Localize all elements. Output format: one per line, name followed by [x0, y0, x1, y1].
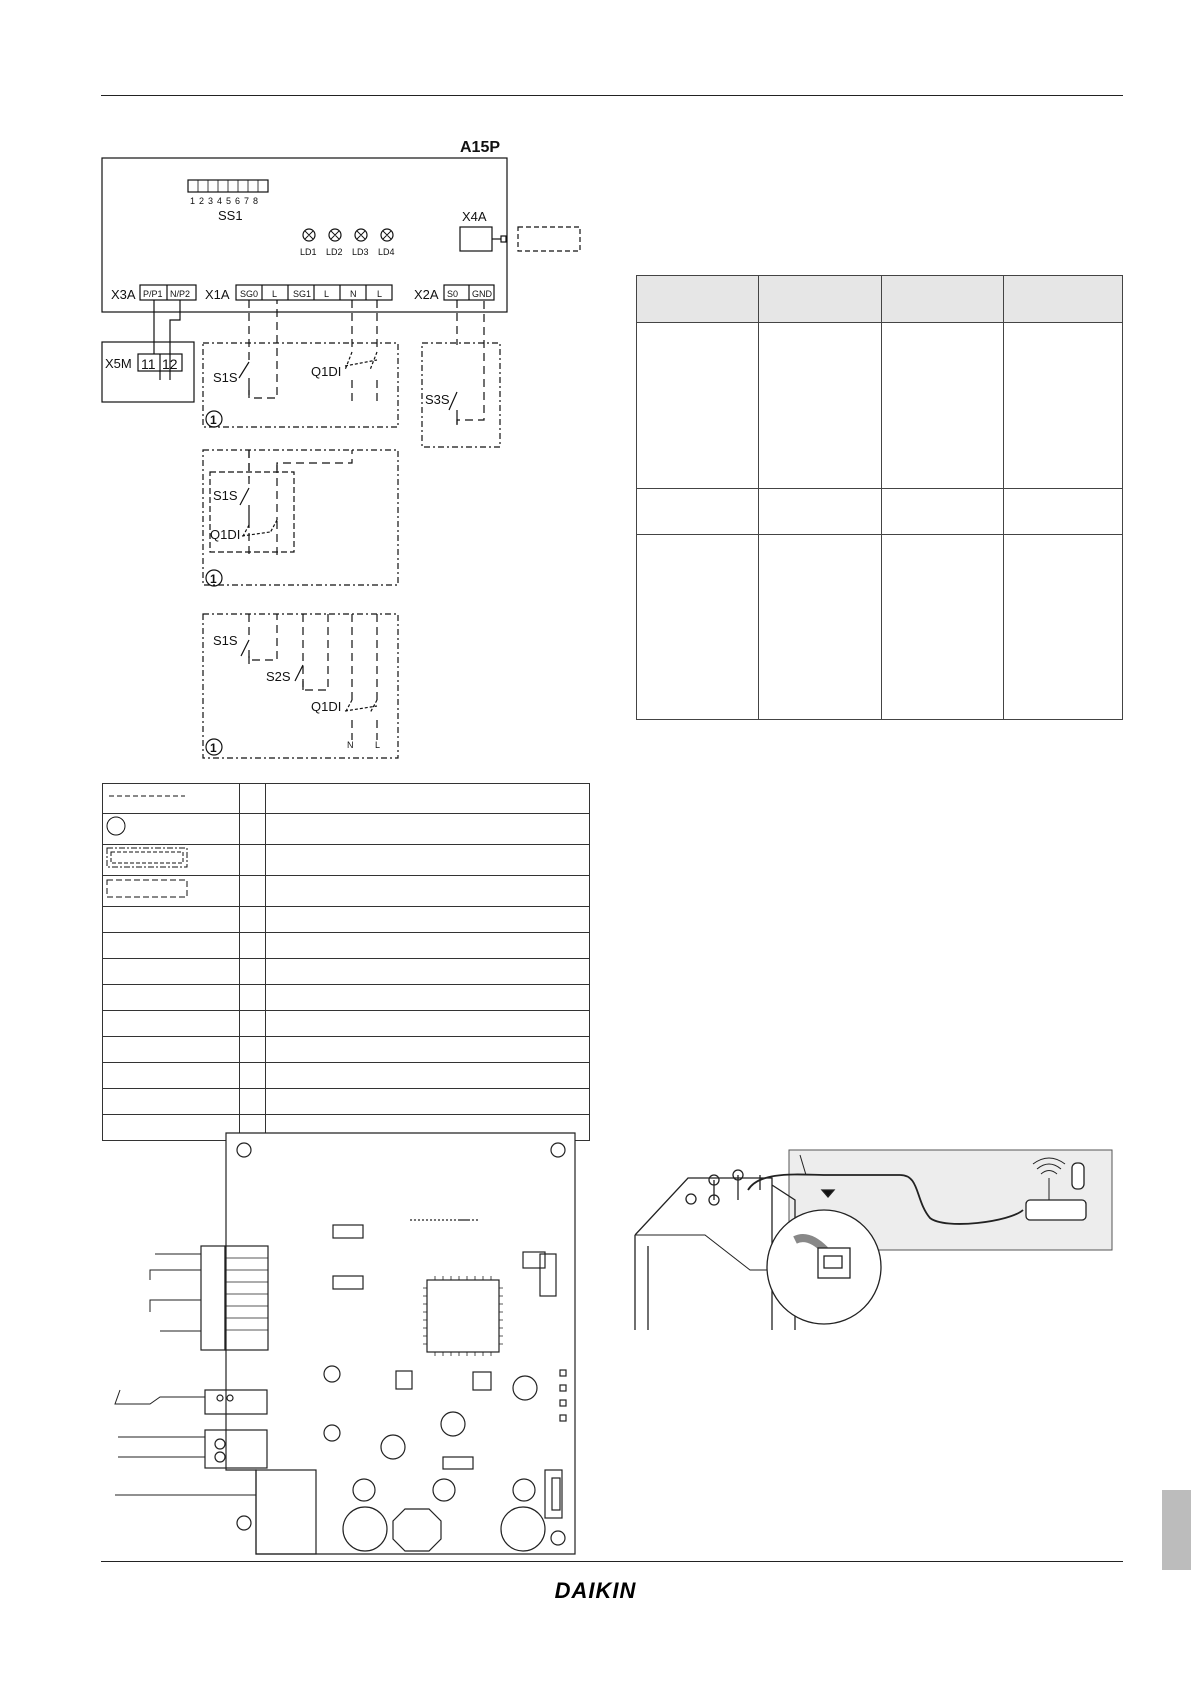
option-marker-1: 1	[210, 413, 217, 427]
x5m-pin-1: 11	[141, 356, 156, 372]
led-indicators	[303, 229, 393, 241]
led-2-label: LD2	[326, 247, 343, 257]
table-header-row	[637, 276, 1123, 323]
ss1-label: SS1	[218, 208, 243, 223]
s1s-label: S1S	[213, 370, 238, 385]
x2a-pin-2: GND	[472, 289, 492, 299]
s3s-label: S3S	[425, 392, 450, 407]
dip-pos-7: 7	[244, 196, 250, 206]
x4a-connector	[460, 227, 492, 251]
x2a-pin-1: S0	[447, 289, 459, 299]
router	[1026, 1200, 1086, 1220]
x2a-label: X2A	[414, 287, 439, 302]
legend-row	[103, 845, 590, 876]
s2s-label: S2S	[266, 669, 291, 684]
supply-l: L	[375, 740, 381, 750]
x3a-pin-2: N/P2	[170, 289, 191, 299]
x1a-pin-1: SG0	[240, 289, 259, 299]
legend-table	[102, 783, 590, 1141]
pcb-illustration	[110, 1120, 590, 1560]
option-box	[518, 227, 580, 251]
legend-row	[103, 1011, 590, 1037]
board-label: A15P	[460, 139, 501, 156]
footer-rule	[101, 1561, 1123, 1562]
dip-pos-3: 3	[208, 196, 214, 206]
dip-pos-2: 2	[199, 196, 205, 206]
q1di-label: Q1DI	[311, 364, 342, 379]
table-row	[637, 323, 1123, 489]
input-wires	[115, 1254, 205, 1457]
x1a-pin-4: L	[324, 289, 330, 299]
led-4-label: LD4	[378, 247, 395, 257]
dip-pos-5: 5	[226, 196, 232, 206]
x1a-pin-5: N	[350, 289, 357, 299]
s1s-label-3: S1S	[213, 633, 238, 648]
legend-row	[103, 1089, 590, 1115]
legend-row	[103, 814, 590, 845]
phone	[1072, 1163, 1084, 1189]
supply-n: N	[347, 740, 354, 750]
x3a-label: X3A	[111, 287, 136, 302]
x5m-label: X5M	[105, 356, 132, 371]
legend-row	[103, 959, 590, 985]
table-row	[637, 489, 1123, 535]
x4a-plug	[501, 236, 506, 242]
x1a-pin-6: L	[377, 289, 383, 299]
network-illustration	[630, 1140, 1130, 1340]
legend-row	[103, 933, 590, 959]
q1di-label-3: Q1DI	[311, 699, 342, 714]
dip-pos-8: 8	[253, 196, 259, 206]
option-marker-2: 1	[210, 572, 217, 586]
table-row	[637, 535, 1123, 720]
x4a-label: X4A	[462, 209, 487, 224]
s1s-label-2: S1S	[213, 488, 238, 503]
led-1-label: LD1	[300, 247, 317, 257]
x5m-pin-2: 12	[162, 356, 178, 372]
header-rule	[101, 95, 1123, 96]
pcb-board	[226, 1133, 575, 1554]
terminal-block	[201, 1246, 225, 1350]
dip-pos-4: 4	[217, 196, 223, 206]
brand-logo: DAIKIN	[554, 1578, 637, 1603]
side-tab-marker	[1162, 1490, 1191, 1570]
reference-table	[636, 275, 1123, 720]
option-marker-3: 1	[210, 741, 217, 755]
legend-row	[103, 985, 590, 1011]
legend-row	[103, 784, 590, 814]
rj45-jack	[818, 1248, 850, 1278]
legend-row	[103, 1037, 590, 1063]
x5m-box	[102, 342, 194, 402]
legend-row	[103, 1063, 590, 1089]
dip-pos-6: 6	[235, 196, 241, 206]
led-3-label: LD3	[352, 247, 369, 257]
legend-row	[103, 907, 590, 933]
q1di-label-2: Q1DI	[210, 527, 241, 542]
dip-pos-1: 1	[190, 196, 196, 206]
dip-switch-cells	[198, 180, 258, 192]
wiring-diagram	[90, 130, 600, 770]
x3a-pin-1: P/P1	[143, 289, 163, 299]
x1a-label: X1A	[205, 287, 230, 302]
x1a-pin-3: SG1	[293, 289, 312, 299]
x1a-pin-2: L	[272, 289, 278, 299]
legend-row	[103, 876, 590, 907]
